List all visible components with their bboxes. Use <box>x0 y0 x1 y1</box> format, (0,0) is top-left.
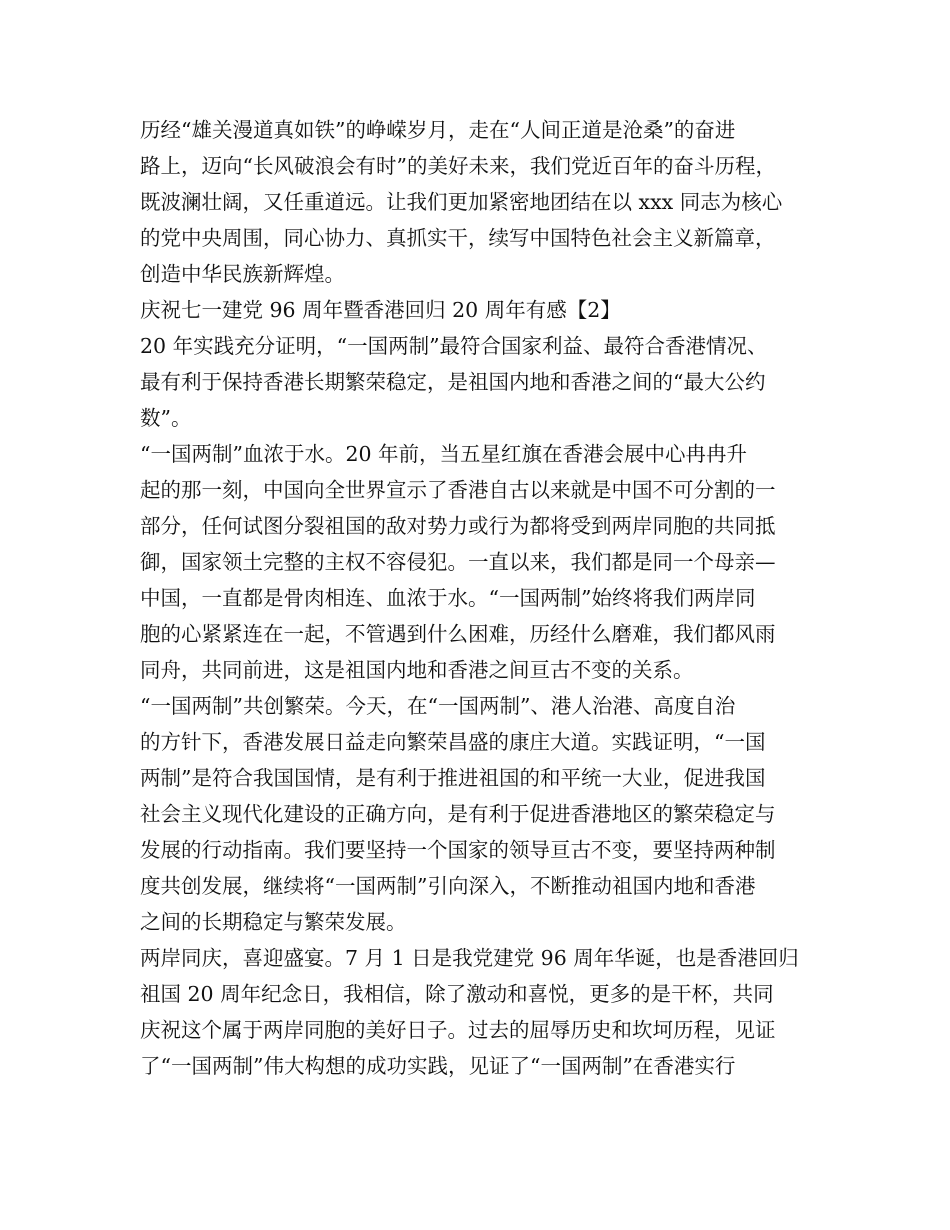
text-line: 度共创发展，继续将“一国两制”引向深入，不断推动祖国内地和香港 <box>140 874 756 898</box>
text-line: 发展的行动指南。我们要坚持一个国家的领导亘古不变，要坚持两种制 <box>140 838 776 862</box>
text-line: 数”。 <box>140 406 192 430</box>
text-line: 了“一国两制”伟大构想的成功实践，见证了“一国两制”在香港实行 <box>140 1054 736 1078</box>
text-line: 最有利于保持香港长期繁荣稳定，是祖国内地和香港之间的“最大公约 <box>140 370 766 394</box>
text-line: 社会主义现代化建设的正确方向，是有利于促进香港地区的繁荣稳定与 <box>140 802 776 826</box>
text-line: 之间的长期稳定与繁荣发展。 <box>140 910 407 934</box>
text-line: 历经“雄关漫道真如铁”的峥嵘岁月，走在“人间正道是沧桑”的奋进 <box>140 118 736 142</box>
text-line: 的方针下，香港发展日益走向繁荣昌盛的康庄大道。实践证明，“一国 <box>140 730 766 754</box>
text-line: 的党中央周围，同心协力、真抓实干，续写中国特色社会主义新篇章， <box>140 226 776 250</box>
text-line: 同舟，共同前进，这是祖国内地和香港之间亘古不变的关系。 <box>140 658 694 682</box>
text-line: 既波澜壮阔，又任重道远。让我们更加紧密地团结在以 xxx 同志为核心 <box>140 190 783 214</box>
text-line: 创造中华民族新辉煌。 <box>140 262 345 286</box>
text-line: 两岸同庆，喜迎盛宴。7 月 1 日是我党建党 96 周年华诞，也是香港回归 <box>140 946 799 970</box>
text-line: 庆祝这个属于两岸同胞的美好日子。过去的屈辱历史和坎坷历程，见证 <box>140 1018 776 1042</box>
text-line: “一国两制”血浓于水。20 年前，当五星红旗在香港会展中心冉冉升 <box>140 442 748 466</box>
text-line: 路上，迈向“长风破浪会有时”的美好未来，我们党近百年的奋斗历程， <box>140 154 776 178</box>
text-line: “一国两制”共创繁荣。今天，在“一国两制”、港人治港、高度自治 <box>140 694 736 718</box>
section-heading: 庆祝七一建党 96 周年暨香港回归 20 周年有感【2】 <box>140 298 621 322</box>
text-line: 祖国 20 周年纪念日，我相信，除了激动和喜悦，更多的是干杯，共同 <box>140 982 774 1006</box>
text-line: 胞的心紧紧连在一起，不管遇到什么困难，历经什么磨难，我们都风雨 <box>140 622 776 646</box>
text-line: 两制”是符合我国国情，是有利于推进祖国的和平统一大业，促进我国 <box>140 766 766 790</box>
text-line: 中国，一直都是骨肉相连、血浓于水。“一国两制”始终将我们两岸同 <box>140 586 756 610</box>
text-line: 起的那一刻，中国向全世界宣示了香港自古以来就是中国不可分割的一 <box>140 478 776 502</box>
text-line: 20 年实践充分证明，“一国两制”最符合国家利益、最符合香港情况、 <box>140 334 768 358</box>
text-line: 御，国家领土完整的主权不容侵犯。一直以来，我们都是同一个母亲— <box>140 550 776 574</box>
text-line: 部分，任何试图分裂祖国的敌对势力或行为都将受到两岸同胞的共同抵 <box>140 514 776 538</box>
document-body <box>140 112 820 1084</box>
